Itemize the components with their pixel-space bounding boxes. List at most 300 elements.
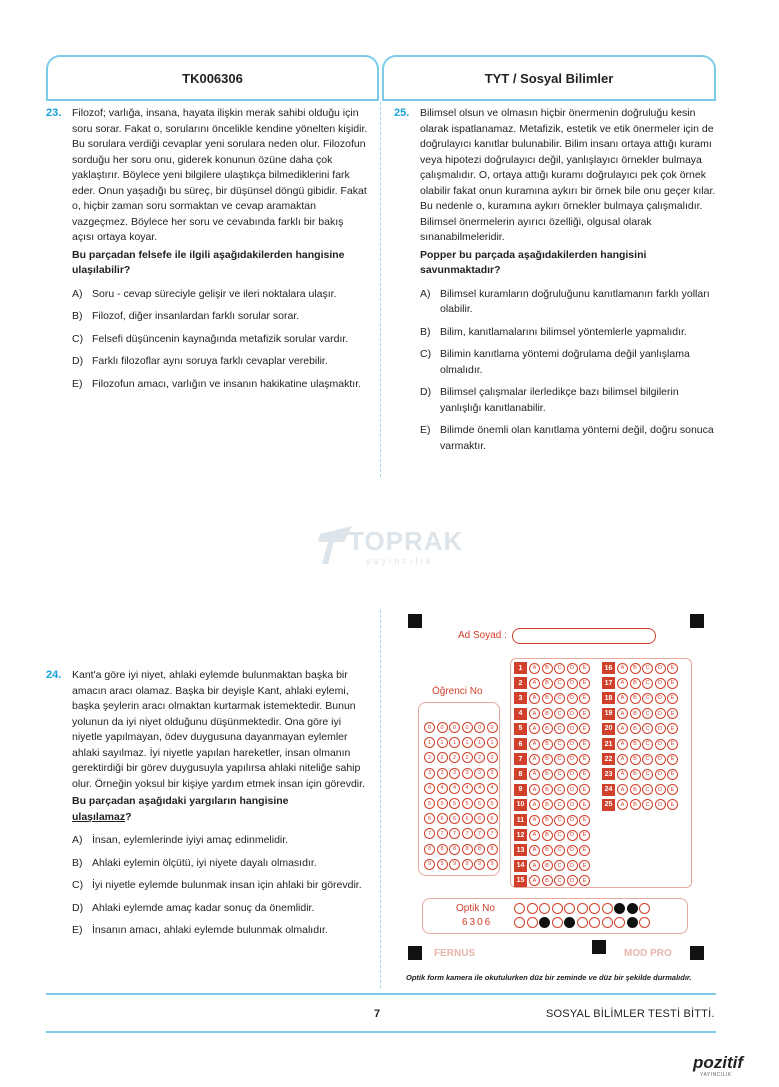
answer-bubble[interactable]: E — [667, 784, 678, 795]
answer-row — [602, 662, 680, 674]
answer-bubble[interactable]: A — [529, 769, 540, 780]
answer-bubble[interactable]: E — [579, 845, 590, 856]
header-line-left — [46, 99, 379, 101]
answer-bubble[interactable]: C — [554, 678, 565, 689]
option-e[interactable]: E) İnsanın amacı, ahlaki eylemde bulunmak olmalıdır. — [72, 924, 328, 936]
answer-bubble[interactable]: D — [655, 739, 666, 750]
answer-bubble[interactable]: A — [617, 678, 628, 689]
answer-bubble[interactable]: A — [617, 708, 628, 719]
student-no-bubble[interactable]: 8 — [487, 844, 498, 855]
question-prompt: Bu parçadan aşağıdaki yargıların hangisine ulaşılamaz? — [72, 795, 289, 823]
answer-bubble[interactable]: E — [667, 678, 678, 689]
student-no-bubble[interactable]: 0 — [462, 722, 473, 733]
student-no-bubble[interactable]: 8 — [462, 844, 473, 855]
answer-bubble[interactable]: C — [554, 799, 565, 810]
answer-options — [420, 287, 716, 455]
answer-row — [514, 784, 592, 796]
student-no-bubble[interactable]: 4 — [424, 783, 435, 794]
answer-bubble[interactable]: B — [630, 754, 641, 765]
answer-bubble[interactable]: D — [655, 723, 666, 734]
page-number: 7 — [374, 1008, 381, 1020]
test-title-header — [382, 55, 716, 100]
student-no-bubble[interactable]: 3 — [474, 768, 485, 779]
optic-no-bubble — [577, 903, 588, 914]
answer-bubble[interactable]: C — [554, 815, 565, 826]
answer-row — [514, 723, 592, 735]
answer-bubble[interactable]: B — [542, 693, 553, 704]
answer-bubble[interactable]: C — [554, 693, 565, 704]
option-c[interactable]: C) Bilimin kanıtlama yöntemi doğrulama değil yanlışlama olmalıdır. — [420, 348, 690, 376]
optic-no-bubble — [627, 917, 638, 928]
question-number-cell: 3 — [514, 692, 527, 704]
answer-bubble[interactable]: E — [579, 693, 590, 704]
question-number-cell: 4 — [514, 708, 527, 720]
answer-row — [514, 844, 592, 856]
answer-bubble[interactable]: E — [579, 799, 590, 810]
student-no-bubble[interactable]: 0 — [487, 722, 498, 733]
answer-bubble[interactable]: D — [567, 693, 578, 704]
answer-row — [514, 708, 592, 720]
answer-bubble[interactable]: C — [642, 739, 653, 750]
student-no-bubble[interactable]: 6 — [437, 813, 448, 824]
option-e[interactable]: E) Filozofun amacı, varlığın ve insanın hakikatine ulaşmaktır. — [72, 377, 362, 390]
optic-no-bubble — [614, 903, 625, 914]
question-number-cell: 15 — [514, 875, 527, 887]
answer-bubble[interactable]: B — [542, 708, 553, 719]
student-no-bubble[interactable]: 5 — [487, 798, 498, 809]
question-number-cell: 10 — [514, 799, 527, 811]
question-number-cell: 16 — [602, 662, 615, 674]
answer-bubble[interactable]: E — [667, 799, 678, 810]
option-b[interactable]: B) Filozof, diğer insanlardan farklı sorular sorar. — [72, 310, 300, 322]
alignment-marker — [690, 614, 704, 628]
answer-bubble[interactable]: A — [529, 678, 540, 689]
answer-bubble[interactable]: B — [542, 678, 553, 689]
answer-bubble[interactable]: B — [630, 678, 641, 689]
student-no-bubble[interactable]: 2 — [474, 752, 485, 763]
student-no-bubble[interactable]: 2 — [449, 752, 460, 763]
question-number-cell: 22 — [602, 753, 615, 765]
publisher-watermark — [316, 514, 466, 576]
student-no-bubble[interactable]: 2 — [487, 752, 498, 763]
option-b[interactable]: B) Ahlaki eylemin ölçütü, iyi niyete dayalı olmasıdır. — [72, 856, 317, 869]
answer-bubble[interactable]: A — [529, 799, 540, 810]
answer-bubble[interactable]: E — [579, 875, 590, 886]
student-no-bubble[interactable]: 0 — [449, 722, 460, 733]
option-d[interactable]: D) Farklı filozoflar aynı soruya farklı cevaplar verebilir. — [72, 355, 328, 367]
optic-no-bubble — [539, 903, 550, 914]
answer-bubble[interactable]: D — [567, 739, 578, 750]
student-no-bubble[interactable]: 8 — [437, 844, 448, 855]
answer-bubble[interactable]: B — [542, 815, 553, 826]
answer-row — [602, 753, 680, 765]
optic-no-bubble — [552, 917, 563, 928]
student-no-bubble[interactable]: 7 — [424, 828, 435, 839]
answer-bubble[interactable]: C — [554, 723, 565, 734]
alignment-marker — [592, 940, 606, 954]
student-no-bubble[interactable]: 1 — [449, 737, 460, 748]
answer-row — [514, 814, 592, 826]
answer-bubble[interactable]: B — [542, 769, 553, 780]
option-d[interactable]: D) Ahlaki eylemde amaç kadar sonuç da önemlidir. — [72, 901, 315, 914]
question-number-cell: 24 — [602, 784, 615, 796]
student-no-bubble[interactable]: 0 — [424, 722, 435, 733]
answer-bubble[interactable]: B — [542, 830, 553, 841]
answer-bubble[interactable]: B — [630, 739, 641, 750]
student-no-bubble[interactable]: 8 — [474, 844, 485, 855]
option-e[interactable]: E) Bilimde önemli olan kanıtlama yöntemi değil, doğru sonuca varmaktır. — [420, 424, 714, 452]
answer-bubble[interactable]: D — [567, 678, 578, 689]
alignment-marker — [408, 946, 422, 960]
question-number-cell: 18 — [602, 692, 615, 704]
answer-bubble[interactable]: C — [642, 784, 653, 795]
question-number-cell: 20 — [602, 723, 615, 735]
student-no-bubble[interactable]: 9 — [449, 859, 460, 870]
answer-bubble[interactable]: A — [529, 815, 540, 826]
answer-bubble[interactable]: B — [542, 754, 553, 765]
student-no-bubble[interactable]: 7 — [437, 828, 448, 839]
question-23 — [46, 106, 368, 399]
student-no-bubble[interactable]: 3 — [437, 768, 448, 779]
answer-bubble[interactable]: B — [542, 845, 553, 856]
optic-no-bubble — [627, 903, 638, 914]
answer-bubble[interactable]: C — [554, 860, 565, 871]
student-no-bubble[interactable]: 3 — [424, 768, 435, 779]
answer-bubble[interactable]: D — [567, 723, 578, 734]
answer-bubble[interactable]: B — [630, 708, 641, 719]
student-no-bubble[interactable]: 4 — [437, 783, 448, 794]
student-no-bubble[interactable]: 6 — [424, 813, 435, 824]
question-number: 25. — [394, 107, 410, 119]
answer-bubble[interactable]: C — [642, 799, 653, 810]
watermark-title: TOPRAK — [348, 526, 464, 556]
optic-no-bubble — [552, 903, 563, 914]
student-no-bubble[interactable]: 5 — [462, 798, 473, 809]
optic-no-bubble — [564, 917, 575, 928]
answer-bubble[interactable]: B — [542, 784, 553, 795]
answer-bubble[interactable]: B — [630, 663, 641, 674]
answer-bubble[interactable]: A — [617, 663, 628, 674]
answer-bubble[interactable]: B — [630, 784, 641, 795]
answer-bubble[interactable]: E — [579, 815, 590, 826]
answer-bubble[interactable]: E — [667, 723, 678, 734]
answer-bubble[interactable]: E — [667, 739, 678, 750]
student-no-bubble[interactable]: 8 — [424, 844, 435, 855]
answer-bubble[interactable]: A — [617, 784, 628, 795]
answer-options — [72, 287, 368, 393]
answer-bubble[interactable]: C — [642, 754, 653, 765]
answer-bubble[interactable]: B — [542, 663, 553, 674]
answer-row — [602, 784, 680, 796]
student-no-bubble[interactable]: 3 — [487, 768, 498, 779]
student-no-bubble[interactable]: 5 — [437, 798, 448, 809]
optic-no-bubble — [514, 903, 525, 914]
answer-bubble[interactable]: D — [567, 784, 578, 795]
answer-bubble[interactable]: E — [579, 678, 590, 689]
answer-row — [602, 723, 680, 735]
student-no-bubble[interactable]: 2 — [424, 752, 435, 763]
answer-options — [72, 833, 368, 939]
optic-no-bubble — [514, 917, 525, 928]
answer-bubble[interactable]: D — [655, 693, 666, 704]
answer-bubble[interactable]: C — [554, 708, 565, 719]
answer-bubble[interactable]: C — [642, 693, 653, 704]
answer-bubble[interactable]: C — [554, 739, 565, 750]
student-no-bubble[interactable]: 4 — [474, 783, 485, 794]
student-no-bubble[interactable]: 9 — [487, 859, 498, 870]
student-no-bubble[interactable]: 9 — [474, 859, 485, 870]
student-no-bubble[interactable]: 2 — [462, 752, 473, 763]
answer-row — [602, 738, 680, 750]
answer-bubble[interactable]: D — [567, 815, 578, 826]
answer-bubble[interactable]: E — [667, 708, 678, 719]
answer-bubble[interactable]: E — [579, 663, 590, 674]
question-text: Filozof; varlığa, insana, hayata ilişkin merak sahibi olduğu için soru sorar. Fakat o, sorularını öncelikle kendine yönelten kişidir. Bu sorulara verdiği cevaplar yeni sorulara neden olur. Filozofun sorduğu her soru onu, giderek konunun özüne daha çok yaklaştırır. Böylece yeni bilgilere ulaştıkça bilmediklerini fark eder. Onun yaşadığı bu süreç, bir düşünsel döngü gibidir. Fakat o, hiçbir zaman soru sormaktan ve cevap aramaktan vazgeçmez. Böylece her soru ve cevabında farklı bir bakış açısı ortaya koyar. — [72, 107, 368, 243]
answer-bubble[interactable]: E — [579, 739, 590, 750]
answer-row — [514, 799, 592, 811]
answer-row — [602, 692, 680, 704]
answer-row — [514, 692, 592, 704]
answer-bubble[interactable]: D — [655, 663, 666, 674]
student-no-bubble[interactable]: 6 — [449, 813, 460, 824]
answer-bubble[interactable]: A — [617, 693, 628, 704]
optic-no-value: 6306 — [462, 917, 493, 928]
answer-bubble[interactable]: D — [567, 875, 578, 886]
student-no-bubble[interactable]: 6 — [474, 813, 485, 824]
answer-bubble[interactable]: D — [567, 845, 578, 856]
answer-bubble[interactable]: B — [542, 739, 553, 750]
answer-bubble[interactable]: C — [554, 663, 565, 674]
option-b[interactable]: B) Bilim, kanıtlamalarını bilimsel yöntemlerle yapmalıdır. — [420, 325, 687, 338]
student-no-bubble[interactable]: 4 — [449, 783, 460, 794]
option-a[interactable]: A) Bilimsel kuramların doğruluğunu kanıtlamanın farklı yolları olabilir. — [420, 287, 710, 315]
student-no-bubble[interactable]: 0 — [437, 722, 448, 733]
question-24 — [46, 668, 368, 946]
answer-bubble[interactable]: B — [630, 723, 641, 734]
answer-bubble[interactable]: C — [642, 708, 653, 719]
answer-bubble[interactable]: A — [529, 754, 540, 765]
answer-bubble[interactable]: E — [579, 754, 590, 765]
column-divider-bottom — [380, 610, 381, 988]
answer-row — [514, 738, 592, 750]
footer-line-top — [46, 993, 716, 995]
student-no-bubble[interactable]: 1 — [437, 737, 448, 748]
booklet-code: TK006306 — [182, 71, 243, 86]
student-no-bubble[interactable]: 7 — [462, 828, 473, 839]
optic-no-bubble — [527, 903, 538, 914]
question-number-cell: 1 — [514, 662, 527, 674]
answer-row — [514, 860, 592, 872]
answer-bubble[interactable]: B — [630, 693, 641, 704]
student-no-bubble[interactable]: 1 — [474, 737, 485, 748]
option-c[interactable]: C) Felsefi düşüncenin kaynağında metafizik sorular vardır. — [72, 332, 349, 345]
header-line-right — [382, 99, 716, 101]
answer-bubble[interactable]: E — [579, 860, 590, 871]
option-a[interactable]: A) Soru - cevap süreciyle gelişir ve ileri noktalara ulaşır. — [72, 287, 337, 300]
answer-bubble[interactable]: B — [630, 799, 641, 810]
optic-no-bubble — [602, 903, 613, 914]
student-no-bubble[interactable]: 6 — [487, 813, 498, 824]
answer-bubble[interactable]: D — [655, 754, 666, 765]
answer-bubble[interactable]: E — [579, 723, 590, 734]
footer-line-bottom — [46, 1031, 716, 1033]
publisher-logo-sub: YAYINCILIK — [700, 1072, 732, 1078]
answer-bubble[interactable]: A — [529, 860, 540, 871]
test-end-text: SOSYAL BİLİMLER TESTİ BİTTİ. — [546, 1008, 715, 1020]
brand-fernus: FERNUS — [434, 948, 476, 959]
answer-bubble[interactable]: E — [579, 830, 590, 841]
answer-bubble[interactable]: C — [642, 769, 653, 780]
answer-row — [514, 768, 592, 780]
student-no-bubble[interactable]: 1 — [487, 737, 498, 748]
answer-bubble[interactable]: C — [554, 845, 565, 856]
student-no-bubble[interactable]: 3 — [449, 768, 460, 779]
answer-bubble[interactable]: D — [655, 678, 666, 689]
answer-bubble[interactable]: D — [655, 784, 666, 795]
optic-no-bubble — [639, 917, 650, 928]
answer-bubble[interactable]: A — [529, 663, 540, 674]
answer-row — [602, 799, 680, 811]
answer-bubble[interactable]: A — [617, 769, 628, 780]
question-number-cell: 21 — [602, 738, 615, 750]
answer-bubble[interactable]: A — [617, 723, 628, 734]
answer-bubble[interactable]: E — [667, 769, 678, 780]
question-number: 24. — [46, 669, 62, 681]
optic-no-bubble — [589, 903, 600, 914]
student-no-bubble[interactable]: 8 — [449, 844, 460, 855]
question-number-cell: 23 — [602, 768, 615, 780]
name-field[interactable] — [512, 628, 656, 644]
optic-no-bubble — [589, 917, 600, 928]
option-c[interactable]: C) İyi niyetle eylemde bulunmak insan için ahlaki bir görevdir. — [72, 879, 362, 891]
question-prompt: Bu parçadan felsefe ile ilgili aşağıdakilerden hangisine ulaşılabilir? — [72, 248, 345, 276]
answer-bubble[interactable]: B — [542, 723, 553, 734]
answer-bubble[interactable]: C — [554, 875, 565, 886]
answer-row — [514, 677, 592, 689]
answer-bubble[interactable]: E — [579, 784, 590, 795]
optic-no-bubble — [539, 917, 550, 928]
question-number-cell: 13 — [514, 844, 527, 856]
answer-bubble[interactable]: A — [617, 799, 628, 810]
answer-row — [514, 662, 592, 674]
answer-bubble[interactable]: D — [567, 830, 578, 841]
answer-bubble[interactable]: A — [529, 708, 540, 719]
answer-bubble[interactable]: C — [554, 830, 565, 841]
optic-no-label: Optik No — [456, 903, 495, 914]
answer-bubble[interactable]: D — [567, 860, 578, 871]
answer-bubble[interactable]: D — [655, 708, 666, 719]
question-number-cell: 12 — [514, 829, 527, 841]
answer-bubble[interactable]: C — [554, 754, 565, 765]
answer-bubble[interactable]: E — [667, 663, 678, 674]
answer-bubble[interactable]: A — [529, 845, 540, 856]
student-no-bubble[interactable]: 0 — [474, 722, 485, 733]
answer-bubble[interactable]: B — [542, 799, 553, 810]
negative-keyword: ulaşılamaz — [72, 810, 126, 823]
answer-bubble[interactable]: B — [630, 769, 641, 780]
answer-bubble[interactable]: C — [642, 678, 653, 689]
option-a[interactable]: A) İnsan, eylemlerinde iyiyi amaç edinmelidir. — [72, 834, 289, 846]
answer-bubble[interactable]: E — [579, 708, 590, 719]
question-text: Kant'a göre iyi niyet, ahlaki eylemde bulunmaktan başka bir amacın aracı olamaz. Başka bir deyişle Kant, ahlaki eylemi, başka şeylerin aracı olmaktan kurtarmak istemektedir. Bunun yolunun da iyi niyet olduğunu düşünmektedir. Ona göre iyi niyetle yapılmayan, ödev duygusuna dayanmayan eylemler ahlaki sayılmaz. İyi niyetle yapılan hareketler, insan olmanın gerektirdiği bir görev duygusuyla yapılırsa ahlaki niteliğe sahip olur. Örneğin yoksul bir kişiye yardım etmek insan için görevdir. — [72, 669, 365, 790]
answer-bubble[interactable]: C — [554, 769, 565, 780]
column-divider-top — [380, 102, 381, 477]
brand-modpro: MOD PRO — [624, 948, 672, 959]
student-no-bubble[interactable]: 5 — [424, 798, 435, 809]
question-number: 23. — [46, 107, 62, 119]
answer-bubble[interactable]: D — [655, 799, 666, 810]
question-number-cell: 2 — [514, 677, 527, 689]
student-no-bubble[interactable]: 3 — [462, 768, 473, 779]
student-no-bubble[interactable]: 9 — [462, 859, 473, 870]
answer-bubble[interactable]: B — [542, 860, 553, 871]
answer-bubble[interactable]: C — [642, 723, 653, 734]
student-no-bubble[interactable]: 9 — [437, 859, 448, 870]
answer-bubble[interactable]: A — [529, 830, 540, 841]
name-label: Ad Soyad : — [458, 630, 507, 641]
answer-bubble[interactable]: D — [567, 663, 578, 674]
option-d[interactable]: D) Bilimsel çalışmalar ilerledikçe bazı bilimsel bilgilerin yanlışlığı kanıtlanabilir. — [420, 386, 679, 414]
student-no-bubble[interactable]: 9 — [424, 859, 435, 870]
booklet-code-header — [46, 55, 379, 100]
student-no-bubble[interactable]: 5 — [449, 798, 460, 809]
answer-bubble[interactable]: A — [617, 739, 628, 750]
student-no-bubble[interactable]: 1 — [462, 737, 473, 748]
answer-row — [602, 677, 680, 689]
student-no-bubble[interactable]: 2 — [437, 752, 448, 763]
answer-bubble[interactable]: D — [567, 754, 578, 765]
answer-bubble[interactable]: D — [655, 769, 666, 780]
test-title: TYT / Sosyal Bilimler — [484, 71, 614, 86]
question-prompt: Popper bu parçada aşağıdakilerden hangisini savunmaktadır? — [420, 248, 647, 276]
student-no-bubble[interactable]: 7 — [487, 828, 498, 839]
answer-row — [514, 875, 592, 887]
answer-bubble[interactable]: E — [667, 693, 678, 704]
answer-bubble[interactable]: A — [529, 693, 540, 704]
optic-no-bubble — [602, 917, 613, 928]
answer-bubble[interactable]: D — [567, 799, 578, 810]
answer-bubble[interactable]: C — [554, 784, 565, 795]
question-text: Bilimsel olsun ve olmasın hiçbir önermenin doğruluğu kesin olarak ispatlanamaz. Metafizik, estetik ve etik önermeler için de doğrulayıcı kanıtlar bulunabilir. Bilim insanı ortaya attığı kuramı veya hipotezi doğrulayıcı değil, yanlışlayıcı örnekler bulmaya çalışmalıdır. O, ortaya attığı kuramı doğrulayıcı pek çok örnek olabilir fakat onun kuramına aykırı bir örnek bile onu geçer kılar. Bu nedenle o, kuramına aykırı örnekler bulmaya çalışmalıdır. Bilimsel önermelerin ayırıcı özelliği, olgusal olarak sınanabilmeleridir. — [420, 107, 716, 243]
student-no-bubble[interactable]: 7 — [474, 828, 485, 839]
answer-row — [602, 708, 680, 720]
student-no-label: Öğrenci No — [432, 686, 483, 697]
answer-bubble[interactable]: A — [529, 875, 540, 886]
question-number-cell: 25 — [602, 799, 615, 811]
optic-form-note: Optik form kamera ile okutulurken düz bir zeminde ve düz bir şekilde durmalıdır. — [406, 973, 692, 982]
answer-bubble[interactable]: E — [667, 754, 678, 765]
optic-no-bubble — [577, 917, 588, 928]
answer-bubble[interactable]: E — [579, 769, 590, 780]
student-no-bubble[interactable]: 6 — [462, 813, 473, 824]
answer-bubble[interactable]: A — [529, 739, 540, 750]
student-no-bubble[interactable]: 5 — [474, 798, 485, 809]
answer-bubble[interactable]: A — [617, 754, 628, 765]
answer-bubble[interactable]: B — [542, 875, 553, 886]
answer-bubble[interactable]: A — [529, 784, 540, 795]
answer-row — [514, 829, 592, 841]
answer-bubble[interactable]: A — [529, 723, 540, 734]
answer-bubble[interactable]: D — [567, 708, 578, 719]
answer-bubble[interactable]: C — [642, 663, 653, 674]
question-number-cell: 8 — [514, 768, 527, 780]
watermark-subtitle: yayıncılık — [366, 556, 434, 566]
student-no-bubble[interactable]: 4 — [487, 783, 498, 794]
answer-bubble[interactable]: D — [567, 769, 578, 780]
student-no-bubble[interactable]: 4 — [462, 783, 473, 794]
student-no-bubble[interactable]: 7 — [449, 828, 460, 839]
student-no-bubble[interactable]: 1 — [424, 737, 435, 748]
